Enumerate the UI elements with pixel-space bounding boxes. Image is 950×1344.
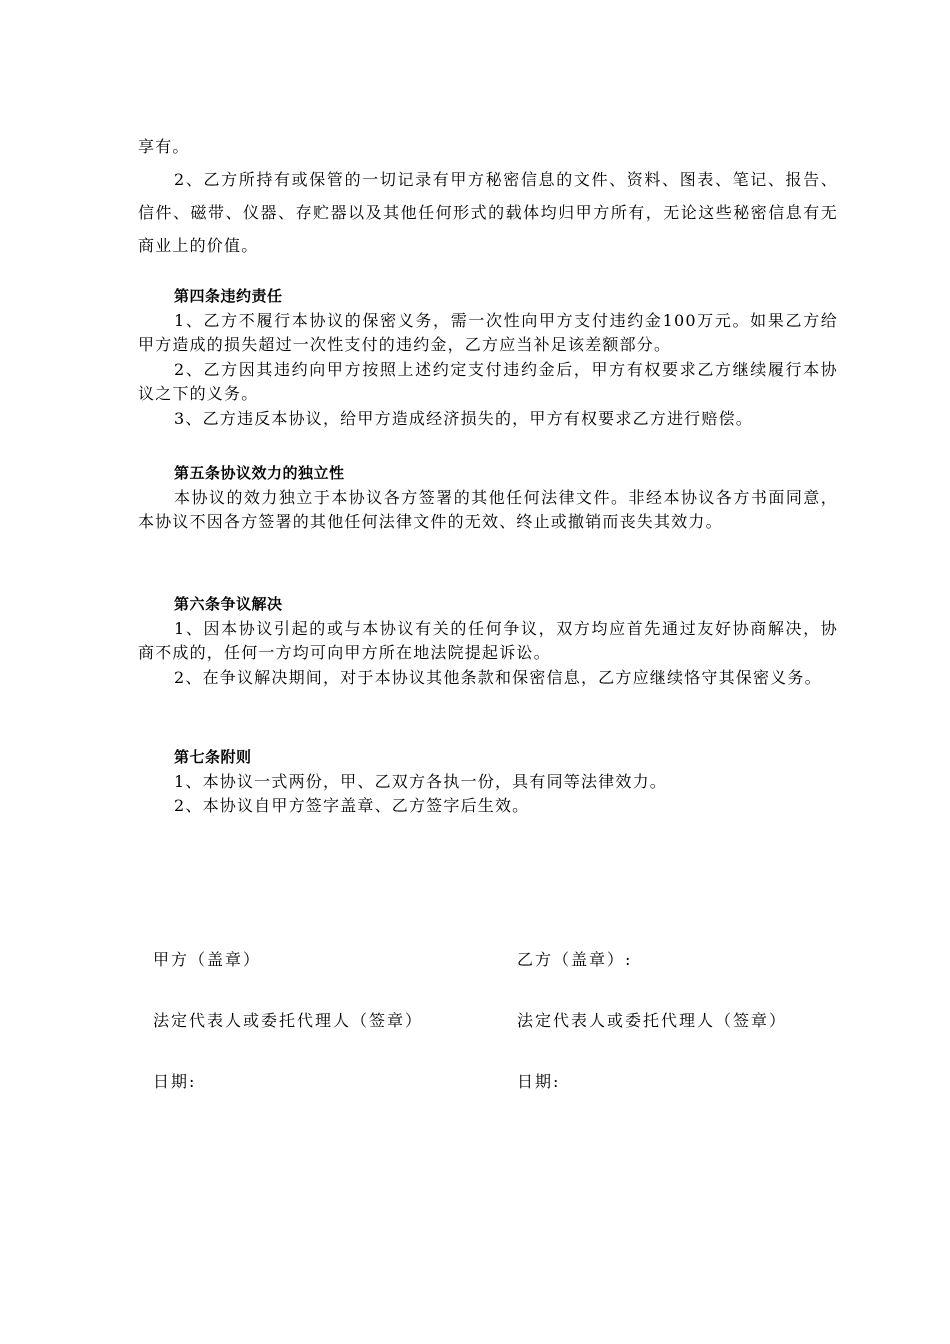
article-4-paragraph-1: 1、乙方不履行本协议的保密义务，需一次性向甲方支付违约金100万元。如果乙方给甲方造成的损失超过一次性支付的违约金，乙方应当补足该差额部分。 bbox=[138, 310, 838, 354]
party-b-representative-label: 法定代表人或委托代理人（签章） bbox=[517, 1011, 788, 1030]
party-b-seal-label: 乙方（盖章）: bbox=[517, 950, 633, 969]
intro-section bbox=[138, 130, 838, 262]
article-7-section bbox=[138, 745, 838, 819]
article-7-paragraph-1: 1、本协议一式两份，甲、乙双方各执一份，具有同等法律效力。 bbox=[174, 771, 667, 791]
party-a-date-label: 日期: bbox=[153, 1072, 197, 1091]
article-6-paragraph-2: 2、在争议解决期间，对于本协议其他条款和保密信息，乙方应继续恪守其保密义务。 bbox=[174, 667, 822, 687]
article-4-paragraph-3: 3、乙方违反本协议，给甲方造成经济损失的，甲方有权要求乙方进行赔偿。 bbox=[174, 408, 753, 428]
article-4-paragraph-2: 2、乙方因其违约向甲方按照上述约定支付违约金后，甲方有权要求乙方继续履行本协议之下的义务。 bbox=[138, 359, 838, 403]
party-a-seal-label: 甲方（盖章） bbox=[153, 950, 262, 969]
intro-continuation-text: 享有。 bbox=[138, 137, 190, 156]
intro-paragraph-2: 2、乙方所持有或保管的一切记录有甲方秘密信息的文件、资料、图表、笔记、报告、信件、磁带、仪器、存贮器以及其他任何形式的载体均归甲方所有，无论这些秘密信息有无商业上的价值。 bbox=[138, 170, 838, 255]
article-6-section bbox=[138, 592, 838, 690]
article-5-paragraph-1: 本协议的效力独立于本协议各方签署的其他任何法律文件。非经本协议各方书面同意，本协议不因各方签署的其他任何法律文件的无效、终止或撤销而丧失其效力。 bbox=[138, 487, 838, 531]
article-6-paragraph-1: 1、因本协议引起的或与本协议有关的任何争议，双方均应首先通过友好协商解决，协商不成的，任何一方均可向甲方所在地法院提起诉讼。 bbox=[138, 618, 838, 662]
article-7-paragraph-2: 2、本协议自甲方签字盖章、乙方签字后生效。 bbox=[174, 796, 530, 815]
article-5-heading: 第五条协议效力的独立性 bbox=[174, 464, 345, 482]
party-b-date-label: 日期: bbox=[517, 1072, 561, 1091]
article-5-section bbox=[138, 461, 838, 535]
article-4-section bbox=[138, 284, 838, 431]
party-a-representative-label: 法定代表人或委托代理人（签章） bbox=[153, 1011, 424, 1030]
article-7-heading: 第七条附则 bbox=[174, 748, 252, 766]
article-4-heading: 第四条违约责任 bbox=[174, 287, 283, 305]
article-6-heading: 第六条争议解决 bbox=[174, 595, 283, 613]
